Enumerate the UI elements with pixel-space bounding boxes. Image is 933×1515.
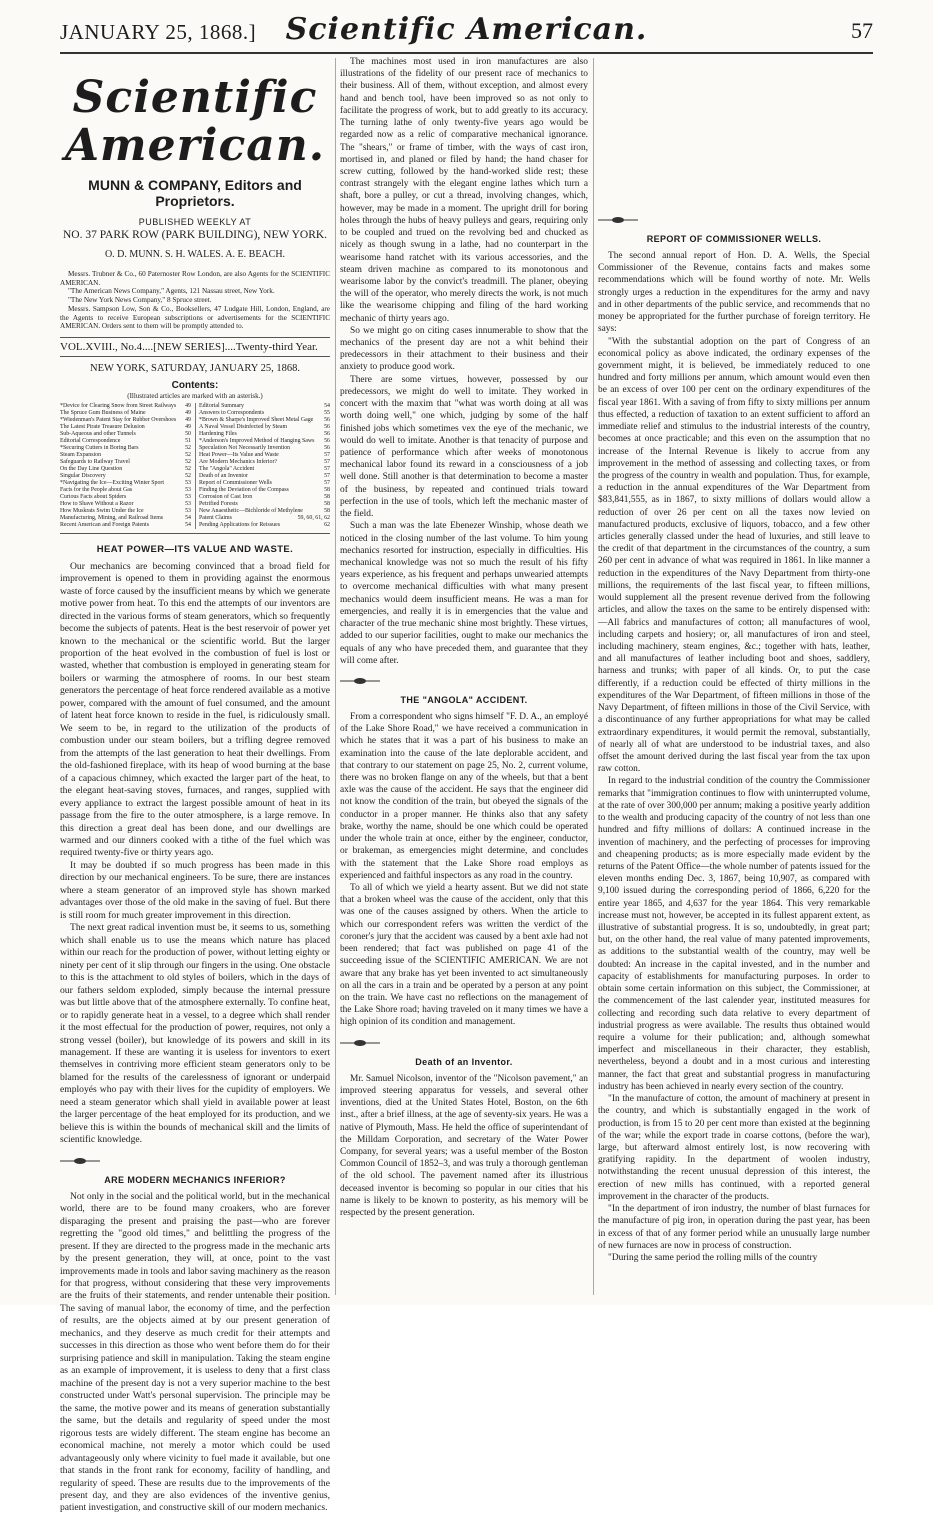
article-paragraph: To all of which we yield a hearty assent. But we did not state that a broken wheel was the cause of the accident, only that this was one of the causes assigned by others. When the article to which our correspondent refers was written the verdict of the coroner's jury that the accident was caused by a bent axle had not been rendered; that fact was published on page 41 of the succeeding issue of the SCIENTIFIC AMERICAN. We are not aware that any brake has yet been invented to act simultaneously on all the cars in a train and be operated by a person at any point on the train. We have cast no reflections on the management of the Lake Shore road; having traveled on it many times we have a high opinion of its condition and management. [340, 883, 588, 1028]
article-angola [340, 711, 588, 1029]
contents-entry-page: 54 [324, 403, 330, 410]
contents-entry [60, 459, 191, 466]
contents-entry-title: Sub-Aqueous and other Tunnels [60, 431, 136, 438]
contents-entry-page: 56 [324, 431, 330, 438]
contents-entry [60, 522, 191, 529]
contents-entry-title: Corrosion of Cast Iron [199, 493, 253, 500]
header-rule [60, 52, 873, 54]
agents-list [60, 270, 330, 331]
contents-entry-page: 52 [185, 445, 191, 452]
contents-entry-title: Death of an Inventor [199, 472, 248, 479]
contents-entry-page: 50 [185, 431, 191, 438]
contents-entry-page: 52 [185, 459, 191, 465]
contents-entry [199, 508, 330, 515]
article-paragraph: There are some virtues, however, possessed by our predecessors, we might do well to imitate. They worked in concert with the maxim that "what was worth doing at all was worth doing well," one which, judging by some of the half finished jobs which sometimes vex the eye of the mechanic, we would do well to imitate. Another is that tenacity of purpose and patience of performance which after weeks of monotonous mechanical labor found its reward in a consciousness of a job well done. Still another is that determination to become a master of the business, by repeated and continued trials toward perfection in the use of tools, which left the mechanic master of the field. [340, 374, 588, 520]
contents-entry-title: Finding the Deviation of the Compass [199, 486, 289, 493]
contents-entry-page: 57 [324, 479, 330, 486]
article-paragraph: The next great radical invention must be, it seems to us, something which shall enable us to use the means which nature has placed within our reach for the production of power, without letting eighty or ninety per cent of it slip through our fingers in the using. One obstacle to this is the attachment to old styles of boilers, which in the days of our fathers seldom exploded, simply because the internal pressure was but little above that of the atmosphere externally. To confine heat, or to rapidly generate heat in a vessel, to a degree which shall render it the most effectual for the production of power, requires, not only a strong vessel (boiler), but knowledge of its powers and skill in its management. If these are wanting it is useless for inventors to exert themselves in contriving more efficient steam generators only to be blamed for the results of the carelessness of ignorant or underpaid employés who pay with their lives for the cupidity of employers. We need a steam generator which shall yield in available power at least the larger percentage of the heat employed for its production, and we believe this is within the bounds of mechanical skill and the limits of scientific knowledge. [60, 922, 330, 1146]
article-heading: REPORT OF COMMISSIONER WELLS. [646, 234, 822, 244]
contents-entry-title: Answers to Correspondents [199, 410, 265, 417]
contents-entry-title: How to Shave Without a Razor [60, 500, 134, 507]
contents-entry-title: Editorial Correspondence [60, 438, 121, 445]
running-title: Scientific American. [285, 12, 648, 47]
contents-entry [199, 438, 330, 445]
contents-table [60, 403, 330, 533]
contents-entry-title: Steam Expansion [60, 452, 102, 459]
contents-entry-page: 52 [185, 472, 191, 479]
contents-entry-page: 57 [324, 472, 330, 479]
contents-entry-page: 54 [185, 521, 191, 528]
contents-entry [199, 515, 330, 522]
contents-entry [199, 466, 330, 473]
article-mechanics-continued [340, 56, 588, 667]
contents-entry-page: 52 [185, 465, 191, 472]
contents-entry [60, 438, 191, 445]
agent-notice: Messrs. Trubner & Co., 60 Paternoster Row London, are also Agents for the SCIENTIFIC AMERICAN. [60, 269, 330, 287]
agent-notice: "The American News Company," Agents, 121 Nassau street, New York. [68, 287, 275, 296]
agent-notice: Messrs. Sampson Low, Son & Co., Booksellers, 47 Ludgate Hill, London, England, are the Agents to receive European subscriptions or advertisements for the SCIENTIFIC AMERICAN. Orders sent to them will be promptly attended to. [60, 304, 330, 331]
contents-entry [60, 466, 191, 473]
contents-entry-page: 62 [324, 521, 330, 528]
article-paragraph: The machines most used in iron manufactures are also illustrations of the fidelity of our present race of mechanics to their business. All of them, without exception, and almost every hand and bench tool, have been improved so as not only to facilitate the progress of work, but to add greatly to its accuracy. The turning lathe of only twenty-five years ago would be regarded now as a relic of comparative mechanical ignorance. The "shears," or frame of timber, with the ways of cast iron, mortised in, and planed or filed by hand; the hand chaser for screw cutting, followed by the hand-worked slide rest; these contrast strangely with the elegant engine lathes which turn a shaft, bore a pulley, or cut a thread, involving changes, which, however, may be made in a moment. The upright drill for boring holes through the hubs of heavy pulleys and gears, requiring only to be coupled and trued on the revolving bed and chucked as nicely as though swung in a lathe, had no counterpart in the wearisome hand ratchet with its various accessories, and the steam driven machine as compared to its monotonous and wearisome labor by the convict's treadmill. The planer, obeying the will of the operator, who merely directs the work, is not much like the wearisome chipping and filing of the hard working mechanic of thirty years ago. [340, 57, 588, 324]
contents-entry-title: Pending Applications for Reissues [199, 521, 280, 528]
contents-entry-title: A Naval Vessel Disinfected by Steam [199, 424, 288, 431]
contents-entry [199, 459, 330, 466]
contents-entry-title: Manufacturing, Mining, and Railroad Items [60, 514, 164, 521]
contents-entry-page: 54 [185, 514, 191, 521]
contents-entry [199, 487, 330, 494]
section-ornament [598, 216, 638, 224]
contents-entry-title: *Device for Clearing Snow from Street Railways [60, 403, 177, 410]
section-ornament [60, 1157, 100, 1165]
column-divider [335, 58, 336, 1295]
issue-date: JANUARY 25, 1868.] [60, 20, 257, 44]
contents-entry-page: 58 [324, 486, 330, 493]
contents-entry-page: 53 [185, 493, 191, 500]
contents-entry-page: 58 [324, 507, 330, 514]
article-heading: HEAT POWER—ITS VALUE AND WASTE. [96, 543, 294, 555]
article-paragraph: Such a man was the late Ebenezer Winship, whose death we noticed in the closing number of the last volume. To him young mechanics resorted for instruction, especially in difficulties. His mechanical knowledge was not so much the result of his fifty years experience, as his frequent and perhaps unwearied attempts to overcome mechanical difficulties with what many present mechanics would deem insufficient means. He was a man for emergencies, and really it is in emergencies that the value and character of the true mechanic shine most brightly. These virtues, added to our superior facilities, ought to make our mechanics the equals of any who have preceded them, and guarantee that they will come after. [340, 521, 588, 666]
article-paragraph: Mr. Samuel Nicolson, inventor of the "Nicolson pavement," an improved steering apparatus for vessels, and several other inventions, died at the United States Hotel, Boston, on the 6th inst., after a brief illness, at the age of seventy-six years. He was a native of Plymouth, Mass. He held the office of superintendant of the Milldam Corporation, and secretary of the Water Power Company, for several years; was a useful member of the Boston Common Council of 1852–3, and was truly a thorough gentleman of the old school. The pavement named after its illustrious deceased inventor is becoming so popular in our cities that his name is likely to be known to posterity, as his memory will be respected by the present generation. [340, 1073, 588, 1219]
contents-entry-page: 49 [185, 424, 191, 431]
article-mechanics [60, 1191, 330, 1515]
contents-entry-page: 53 [185, 486, 191, 493]
contents-entry-title: *Navigating the Ice—Exciting Winter Sport [60, 479, 165, 486]
contents-entry [199, 403, 330, 410]
contents-entry [60, 508, 191, 515]
contents-entry [199, 522, 330, 529]
contents-entry-title: *Brown & Sharpe's Improved Sheet Metal Gage [199, 417, 314, 424]
contents-entry [199, 473, 330, 480]
contents-column-left [60, 403, 191, 528]
contents-note: (Illustrated articles are marked with an asterisk.) [127, 392, 263, 401]
article-paragraph: From a correspondent who signs himself "F. D. A., an employé of the Lake Shore Road," we have received a communication in which he states that it was a part of his business to make an examination into the cause of the late deplorable accident, and that contrary to our statement on page 25, No. 2, current volume, there was no broken flange on any of the wheels, but that a bent axle was the cause of the accident. He says that the engineer did not know the condition of the train, but obeyed the signals of the conductor in a proper manner. He thinks also that any safety brake, worthy the name, should be one which could be operated under the whole train at once, either by the engineer, conductor, or brakeman, as emergencies might determine, and concludes with the statement that the Lake Shore road employs as experienced and faithful inspectors as any road in the country. [340, 711, 588, 881]
contents-entry-title: *Securing Cutters in Boring Bars [60, 445, 139, 452]
contents-entry [60, 515, 191, 522]
article-paragraph: "In the manufacture of cotton, the amount of machinery at present in the country, and which is substantially engaged in the work of production, is from 15 to 20 per cent more than existed at the beginning of the war; while the export trade in coarse cottons, (before the war), large, but afterward almost entirely lost, is now recovering with gratifying rapidity. In the department of woolen industry, notwithstanding the recent unusual depression of this interest, the erection of new mills has continued, with a reported general improvement in the character of the products. [598, 1094, 870, 1202]
contents-entry-page: 55 [324, 410, 330, 417]
article-paragraph: The second annual report of Hon. D. A. Wells, the Special Commissioner of the Revenue, contains facts and makes some recommendations which will be found worthy of note. Mr. Wells strongly urges a reduction in the expenditures for the army and navy and in other departments of the public service, and recommends that no money be appropriated for the further purchase of foreign territory. He says: [598, 251, 870, 335]
contents-entry-page: 57 [324, 465, 330, 472]
contents-entry-title: How Muskrats Swim Under the Ice [60, 507, 144, 514]
article-heading: ARE MODERN MECHANICS INFERIOR? [104, 1174, 286, 1185]
contents-entry-title: Editorial Summary [199, 403, 244, 410]
contents-entry-page: 58 [324, 500, 330, 507]
editors-line: O. D. MUNN. S. H. WALES. A. E. BEACH. [104, 248, 286, 260]
published-weekly: PUBLISHED WEEKLY AT [138, 216, 252, 227]
contents-entry-page: 56 [324, 417, 330, 424]
section-ornament [340, 677, 380, 685]
contents-entry [199, 452, 330, 459]
contents-entry [199, 410, 330, 417]
article-paragraph: Our mechanics are becoming convinced that a broad field for improvement is opened to them in providing against the enormous waste of force caused by the insufficient means by which we generate motive power from heat. To this end the attempts of our inventors are directed in the various forms of steam generators, which so frequently become the subjects of patents. Heat is the best reservoir of power yet known to the mechanical or the scientific world. But the larger proportion of the heat evolved in the combustion of fuel is lost or wasted, whether that combustion is employed in generating steam for boilers or warming the atmosphere of rooms. In our best steam generators the percentage of heat force rendered available as a motive power, compared with the amount of fuel consumed, and the amount of latent heat force known to reside in the fuel, is ridiculously small. We seem to be, in regard to the utilization of the products of combustion under our steam boilers, but a trifling degree removed from the attempts of the last generation to heat their dwellings. From the old-fashioned fireplace, with its heap of wood burning at the base of a capacious chimney, which exacted the larger part of the heat, to the elegant heat-saving stoves, furnaces, and ranges, supplied with every appliance to extract the largest possible amount of heat in its passage from the fire to the outer atmosphere, is a large remove. In this direction a great deal has been done, and our dwellings are warmed and our dinners cooked with a tithe of the fuel which was required twenty-five or thirty years ago. [60, 560, 330, 859]
contents-entry-title: Speculation Not Necessarily Invention [199, 445, 291, 452]
column-2 [340, 56, 588, 1297]
article-commissioner-wells [598, 250, 870, 1264]
publisher-line: MUNN & COMPANY, Editors and Proprietors. [88, 176, 302, 209]
contents-entry-title: The Latest Pirate Treasure Delusion [60, 424, 145, 431]
running-head [60, 12, 873, 52]
contents-entry [60, 501, 191, 508]
article-paragraph: Not only in the social and the political world, but in the mechanical world, there are to be found many croakers, who are forever disparaging the present and praising the past—who are forever regretting the "good old times," and belittling the progress of the present. If they are directed to the progress made in the mechanic arts by the present generation, they will, at once, point to the vast improvements made in tools and labor saving machinery as the reason for that progress, without considering that these very improvements are the fruits of their statements, and render untenable their position. The saving of manual labor, the economy of time, and the perfection of results, are the objects aimed at by our present generation of mechanics, and they deserve as much credit for their attempts and successes in this direction as those who went before them do for their surprising patience and skill in manipulation. Taking the steam engine as an example of improvement, it is useless to deny that a first class machine of the present day is not a very superior machine to the best constructed under Watt's personal supervision. The principle may be the same, the motive power and its means of generation substantially the same, but the details and regularity of speed under the most rigorous tests are widely different. The steam engine has become an economical machine, not merely a motor which could be used advantageously only where vicinity to fuel made it available, but one that stands in the front rank for economy, facility of handling, and regularity of speed. These are results due to the improvements of the present day, and they are also evidences of the inventive genius, patient investigation, and constructive skill of our modern mechanics. [60, 1190, 330, 1514]
contents-entry-page: 53 [185, 507, 191, 514]
contents-entry [199, 445, 330, 452]
contents-entry [60, 424, 191, 431]
contents-entry [199, 480, 330, 487]
contents-entry-title: The "Angola" Accident [199, 465, 255, 472]
contents-entry-title: Singular Discovery [60, 472, 106, 479]
contents-entry-page: 56 [324, 424, 330, 431]
contents-entry-title: *Anderson's Improved Method of Hanging Saws [199, 438, 315, 445]
contents-entry-page: 56 [324, 445, 330, 452]
contents-entry-page: 49 [185, 410, 191, 417]
volume-line: VOL.XVIII., No.4....[NEW SERIES]....Twenty-third Year. [60, 337, 330, 357]
contents-entry-page: 57 [324, 452, 330, 459]
contents-entry-page: 58 [324, 493, 330, 500]
contents-entry-title: Safeguards to Railway Travel [60, 459, 130, 465]
contents-entry-title: Facts for the People about Gas [60, 486, 133, 493]
article-paragraph: "In the department of iron industry, the number of blast furnaces for the manufacture of pig iron, in operation during the past year, has been in excess of that of any former period while an unusually large number of new furnaces are now in process of construction. [598, 1204, 870, 1251]
article-heat-power [60, 561, 330, 1147]
article-death-of-inventor [340, 1073, 588, 1220]
office-address: NO. 37 PARK ROW (PARK BUILDING), NEW YORK. [62, 228, 328, 241]
column-1 [60, 60, 330, 1514]
contents-entry-title: New Anaesthetic—Bichloride of Methylene [199, 507, 303, 514]
contents-heading: Contents: [171, 380, 219, 392]
contents-entry-title: Hardening Files [199, 431, 237, 438]
article-paragraph: "During the same period the rolling mills of the country [608, 1252, 818, 1263]
contents-entry-title: The Spruce Gum Business of Maine [60, 410, 146, 417]
contents-entry-title: Curious Facts about Spiders [60, 493, 127, 500]
dateline: NEW YORK, SATURDAY, JANUARY 25, 1868. [90, 363, 300, 375]
article-heading: THE "ANGOLA" ACCIDENT. [400, 694, 528, 705]
contents-entry-title: On the Day Line Question [60, 465, 123, 472]
contents-entry [60, 487, 191, 494]
contents-entry-page: 59, 60, 61, 62 [297, 514, 330, 521]
contents-entry [60, 473, 191, 480]
contents-entry [60, 494, 191, 501]
masthead-title: Scientific American. [64, 72, 326, 172]
contents-entry-page: 49 [185, 403, 191, 410]
contents-entry [199, 501, 330, 508]
contents-column-right [195, 403, 330, 528]
contents-entry [199, 494, 330, 501]
contents-entry-page: 53 [185, 500, 191, 507]
contents-entry-title: Petrified Forests [199, 500, 238, 507]
article-paragraph: In regard to the industrial condition of the country the Commissioner remarks that "immigration continues to flow with uninterrupted volume, at the rate of over 300,000 per annum; making a positive yearly addition to the wealth and producing capacity of the country of not less than one hundred and fifty millions of dollars: A continued increase in the invention of machinery, and the perfecting of processes for improving and cheapening products; as is more especially made evident by the returns of the Patent Office—the whole number of patents issued for the eleven months ending Dec. 3, 1867, being 10,907, as compared with 9,100 issued during the corresponding period of 1866, 6,220 for the entire year 1865, and 4,637 for the year 1864. This very remarkable increase must not, however, be accepted in its fullest apparent extent, as illustrative of substantial progress. It is so, undoubtedly, in great part; but, on the other hand, the real value of many patented improvements, as additions to the substantial wealth of the country, may well be doubted: An increase in the capital invested, and in the number and capacity of establishments for manufacturing purposes. In order to obtain some certain information on this subject, the Commissioner, at the commencement of the last calender year, instituted measures for collecting and recording such data relative to every department of industrial progress as were available. The results thus obtained would require a volume for their publication; and, although somewhat imperfect and miscellaneous in their character, they establish, nevertheless, beyond a doubt and in a most curious and interesting manner, the fact that great and substantial progress in manufacturing industry has been achieved in nearly every section of the country. [598, 776, 870, 1092]
contents-entry-page: 49 [185, 417, 191, 424]
agent-notice: "The New York News Company," 8 Spruce street. [68, 296, 212, 305]
contents-entry-title: *Wiedenman's Patent Stay for Rubber Overshoes [60, 417, 177, 424]
contents-entry-page: 52 [185, 452, 191, 459]
contents-entry-title: Heat Power—Its Value and Waste [199, 452, 279, 459]
contents-entry-title: Are Modern Mechanics Inferior? [199, 459, 278, 465]
contents-entry-page: 56 [324, 438, 330, 445]
contents-entry-page: 53 [185, 479, 191, 486]
contents-entry [60, 445, 191, 452]
contents-entry [60, 431, 191, 438]
column-3 [598, 56, 870, 1297]
contents-entry-page: 51 [185, 438, 191, 445]
contents-entry [199, 424, 330, 431]
contents-entry-title: Report of Commissioner Wells [199, 479, 272, 486]
article-heading: Death of an Inventor. [415, 1056, 513, 1067]
article-paragraph: It may be doubted if so much progress has been made in this direction by our mechanical engineers. To be sure, there are instances where a steam generator of an improved style has shown marked advantages over those of the old make in the saving of fuel. But there is still room for much greater improvement in this direction. [60, 859, 330, 921]
column-divider [593, 58, 594, 1295]
page-number: 57 [851, 18, 873, 43]
contents-entry-title: Recent American and Foreign Patents [60, 521, 149, 528]
article-paragraph: "With the substantial adoption on the part of Congress of an economical policy as above indicated, the ordinary expenses of the government might, it is believed, be immediately reduced to one hundred and forty millions per annum, which amount would even then be an excess of over 100 per cent on the ordinary expenditures of the fiscal year 1861. With a saving of from fifty to sixty millions per annum thus effected, a reduction of taxation to an extent sufficient to afford an immediate relief and stimulus to the industrial interests of the country, becomes at once practicable; and this even on the assumption that no increase of the Internal Revenue is likely to accrue from any improvement in the method of assessing and collecting taxes, or from the progress of the country in wealth and population. Thus, for example, a reduction in the annual expenditures of the War Department from $83,841,555, as in 1867, to sixty millions of dollars would allow a reduction of over 26 per cent on all the taxes now levied on manufactured products, exclusive of liquors, tobacco, and a few other articles generally classed under the head of luxuries, and still leave to the credit of that department in the circumstances of the country, a sum 260 per cent in advance of what was required in 1861. In like manner a reduction in the expenditures of the Navy Department from thirty-one millions, the requirements of the last fiscal year, to fifteen millions, would supplement all the present revenue derived from the following articles, and allow the taxes on the same to be entirely dispensed with:—All fabrics and manufactures of cotton; all manufactures of wool, including carpets and hosiery; or, all manufactures of iron and steel, including machinery, steam engines, &c.; together with hats, leather, and all manufactures of leather including boot and shoes, saddlery, harness and trunks; with paper of all kinds. Or, to put the case differently, if a reduction could be effected of thirty millions in the expenditures of the War Department, of fifteen millions in those of the Navy Department, of fifteen millions in those of the Civil Service, with a discontinuance of any further appropriations for what may be called extraordinary expenditures, it would permit the removal, substantially, of nearly all of what are understood to be industrial taxes, and also offset the amount derived during the last fiscal year from the tax upon raw cotton. [598, 336, 870, 775]
article-paragraph: So we might go on citing cases innumerable to show that the mechanics of the present day are not a whit behind their predecessors in their attachment to their business and their anxiety to produce good work. [340, 325, 588, 373]
contents-entry [60, 480, 191, 487]
contents-entry [60, 452, 191, 459]
section-ornament [340, 1039, 380, 1047]
contents-entry-title: Patent Claims [199, 514, 232, 521]
contents-entry [60, 417, 191, 424]
contents-entry-page: 57 [324, 459, 330, 465]
